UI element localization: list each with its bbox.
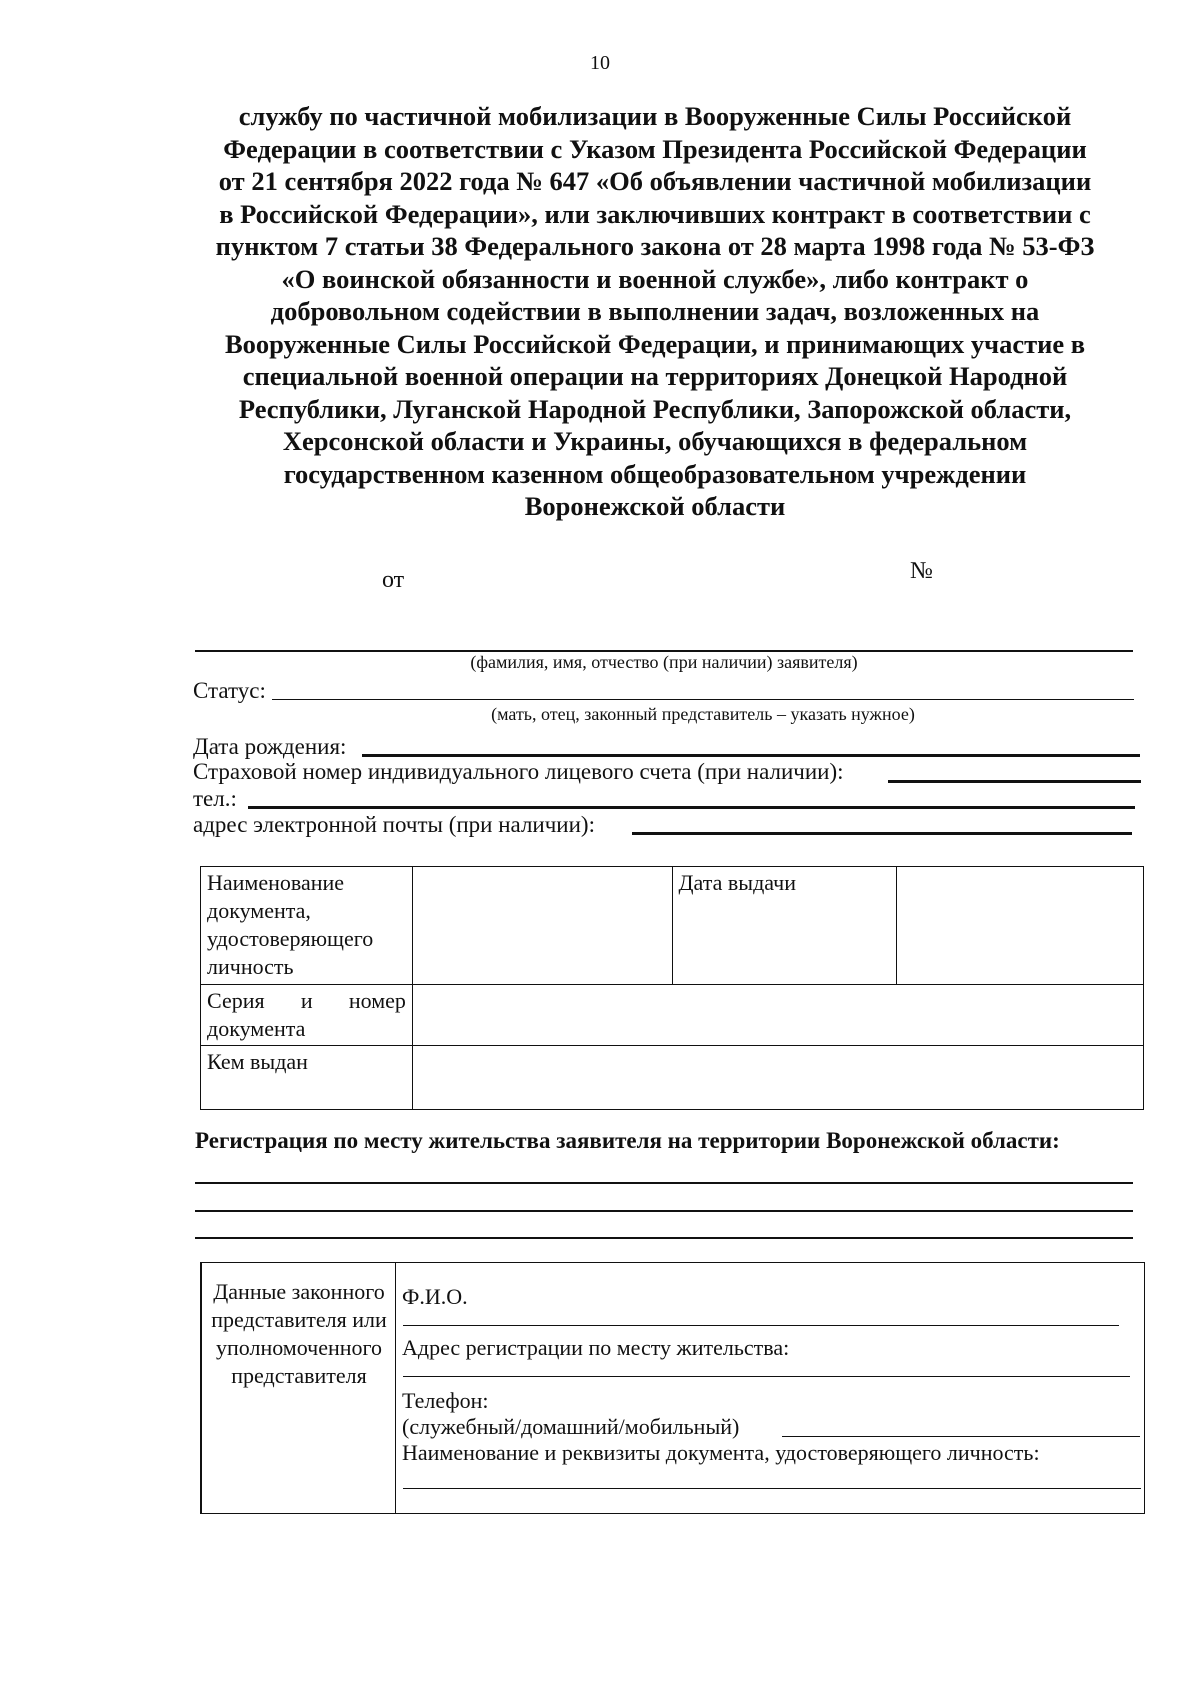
title-line: Херсонской области и Украины, обучающихся в федеральном — [282, 426, 1028, 456]
date-label: от — [382, 567, 405, 593]
rep-phone-label: Телефон: — [402, 1388, 489, 1413]
id-doc-name-value[interactable] — [412, 867, 672, 985]
rep-id-doc-line[interactable] — [403, 1488, 1141, 1489]
title-line: государственном казенном общеобразовательном учреждении — [283, 458, 1027, 489]
birth-date-label: Дата рождения: — [193, 734, 347, 759]
page-number: 10 — [590, 52, 610, 74]
snils-line[interactable] — [888, 780, 1141, 783]
issued-by-label: Кем выдан — [201, 1046, 413, 1110]
status-label: Статус: — [193, 678, 266, 703]
id-document-table — [200, 866, 1144, 1110]
issue-date-label: Дата выдачи — [672, 867, 897, 985]
title-line: Республики, Луганской Народной Республики, Запорожской области, — [238, 393, 1072, 424]
registration-line-2[interactable] — [195, 1210, 1133, 1212]
email-line[interactable] — [632, 832, 1132, 835]
title-line: добровольном содействии в выполнении задач, возложенных на — [270, 296, 1040, 326]
title-line: в Российской Федерации», или заключивших контракт в соответствии с — [219, 198, 1091, 229]
title-line: Вооруженные Силы Российской Федерации, и принимающих участие в — [224, 328, 1086, 359]
phone-label: тел.: — [193, 786, 237, 811]
id-doc-name-label: Наименование документа, удостоверяющего личность — [201, 867, 413, 985]
title-line: специальной военной операции на территориях Донецкой Народной — [242, 361, 1068, 391]
rep-phone-types: (служебный/домашний/мобильный) — [402, 1414, 740, 1439]
title-line: пунктом 7 статьи 38 Федерального закона от 28 марта 1998 года № 53-ФЗ — [215, 231, 1095, 261]
representative-divider — [395, 1262, 396, 1514]
title-line: «О воинской обязанности и военной службе», либо контракт о — [281, 263, 1029, 294]
title-line: Воронежской области — [524, 491, 786, 521]
rep-address-label: Адрес регистрации по месту жительства: — [402, 1335, 790, 1360]
rep-phone-line[interactable] — [782, 1436, 1140, 1437]
birth-date-line[interactable] — [362, 754, 1140, 757]
status-line[interactable] — [272, 699, 1134, 700]
document-title — [175, 100, 1135, 523]
applicant-name-caption: (фамилия, имя, отчество (при наличии) заявителя) — [470, 652, 858, 672]
number-label: № — [910, 558, 933, 584]
snils-label: Страховой номер индивидуального лицевого счета (при наличии): — [193, 759, 844, 784]
rep-fio-line[interactable] — [403, 1325, 1119, 1326]
rep-id-doc-label: Наименование и реквизиты документа, удостоверяющего личность: — [402, 1440, 1040, 1465]
issue-date-value[interactable] — [897, 867, 1144, 985]
registration-line-3[interactable] — [195, 1237, 1133, 1239]
title-line: от 21 сентября 2022 года № 647 «Об объявлении частичной мобилизации — [218, 166, 1092, 196]
title-line: службу по частичной мобилизации в Вооруженные Силы Российской — [238, 101, 1072, 131]
rep-fio-label: Ф.И.О. — [402, 1284, 468, 1309]
status-caption: (мать, отец, законный представитель – указать нужное) — [491, 704, 915, 724]
title-line: Федерации в соответствии с Указом Президента Российской Федерации — [223, 133, 1087, 164]
registration-title: Регистрация по месту жительства заявителя на территории Воронежской области: — [195, 1128, 1060, 1153]
issued-by-value[interactable] — [412, 1046, 1143, 1110]
series-number-label — [201, 985, 413, 1046]
phone-line[interactable] — [248, 806, 1135, 809]
series-number-label-text: Серия и номер документа — [207, 988, 406, 1041]
series-number-value[interactable] — [412, 985, 1143, 1046]
rep-address-line[interactable] — [403, 1376, 1130, 1377]
registration-line-1[interactable] — [195, 1182, 1133, 1184]
email-label: адрес электронной почты (при наличии): — [193, 812, 595, 837]
representative-label: Данные законного представителя или уполномоченного представителя — [211, 1279, 387, 1388]
